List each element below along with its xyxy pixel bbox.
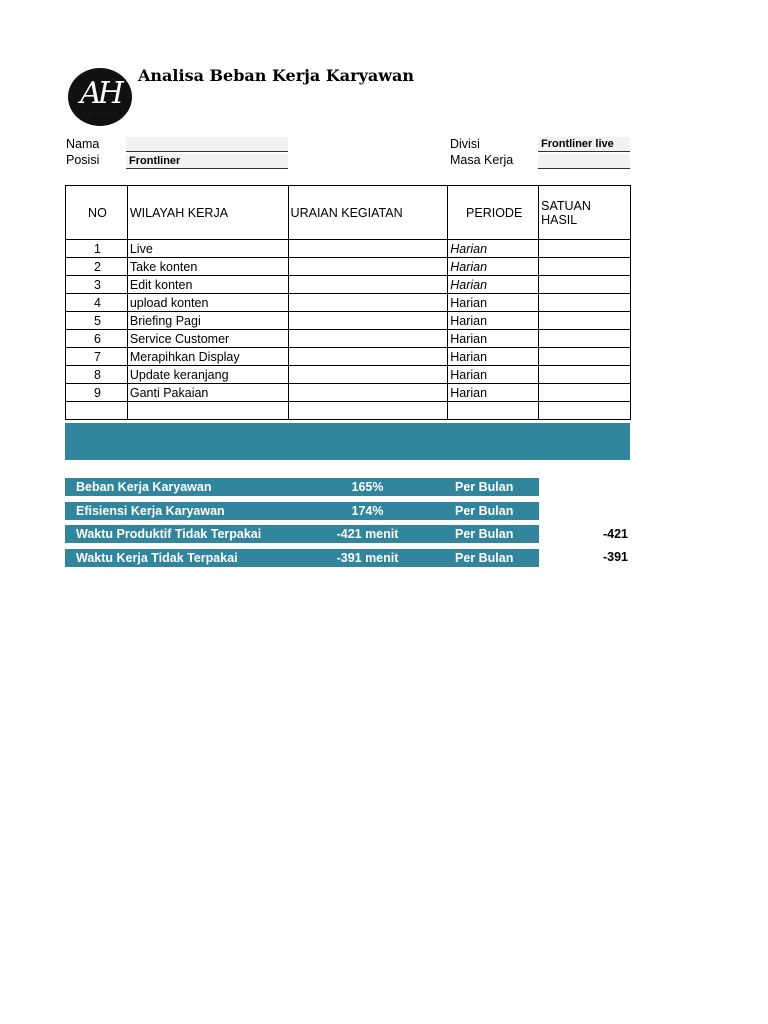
- header-wilayah-kerja: WILAYAH KERJA: [127, 186, 288, 240]
- cell-no: 9: [66, 384, 128, 402]
- summary-side-value: -391: [602, 550, 628, 564]
- nama-label: Nama: [66, 137, 100, 151]
- cell-no: 6: [66, 330, 128, 348]
- logo-monogram: AH: [80, 75, 120, 111]
- summary-value: 174%: [351, 504, 384, 518]
- cell-no: 2: [66, 258, 128, 276]
- cell-no: 4: [66, 294, 128, 312]
- cell-periode[interactable]: Harian: [448, 258, 539, 276]
- summary-label: Efisiensi Kerja Karyawan: [76, 504, 225, 518]
- cell-satuan[interactable]: [539, 330, 631, 348]
- cell-wilayah[interactable]: Edit konten: [127, 276, 288, 294]
- summary-row-waktu-produktif: [65, 525, 539, 543]
- cell-wilayah[interactable]: Service Customer: [127, 330, 288, 348]
- cell-wilayah[interactable]: upload konten: [127, 294, 288, 312]
- cell-no: 1: [66, 240, 128, 258]
- cell-periode[interactable]: Harian: [448, 240, 539, 258]
- cell-satuan[interactable]: [539, 402, 631, 420]
- cell-wilayah[interactable]: [127, 402, 288, 420]
- table-row: [66, 366, 631, 384]
- cell-uraian[interactable]: [288, 258, 448, 276]
- cell-satuan[interactable]: [539, 384, 631, 402]
- cell-satuan[interactable]: [539, 276, 631, 294]
- cell-no: 8: [66, 366, 128, 384]
- cell-periode[interactable]: Harian: [448, 330, 539, 348]
- masa-kerja-label: Masa Kerja: [450, 153, 514, 167]
- cell-uraian[interactable]: [288, 240, 448, 258]
- cell-satuan[interactable]: [539, 348, 631, 366]
- table-row: [66, 312, 631, 330]
- summary-row-beban-kerja: [65, 478, 539, 496]
- cell-uraian[interactable]: [288, 402, 448, 420]
- cell-uraian[interactable]: [288, 312, 448, 330]
- summary-period: Per Bulan: [455, 504, 514, 518]
- cell-wilayah[interactable]: Update keranjang: [127, 366, 288, 384]
- header-periode: PERIODE: [448, 186, 539, 240]
- summary-period: Per Bulan: [455, 527, 514, 541]
- summary-period: Per Bulan: [455, 480, 514, 494]
- summary-value: -421 menit: [336, 527, 399, 541]
- summary-value: 165%: [351, 480, 384, 494]
- cell-uraian[interactable]: [288, 384, 448, 402]
- cell-uraian[interactable]: [288, 294, 448, 312]
- summary-row-efisiensi: [65, 502, 539, 520]
- workload-table: [65, 185, 631, 420]
- divisi-label: Divisi: [450, 137, 480, 151]
- cell-no: 3: [66, 276, 128, 294]
- header-satuan-hasil: SATUAN HASIL: [539, 186, 631, 240]
- table-row: [66, 294, 631, 312]
- table-row: [66, 240, 631, 258]
- cell-satuan[interactable]: [539, 312, 631, 330]
- cell-no: [66, 402, 128, 420]
- cell-no: 5: [66, 312, 128, 330]
- cell-wilayah[interactable]: Take konten: [127, 258, 288, 276]
- nama-field[interactable]: [126, 137, 288, 152]
- cell-periode[interactable]: Harian: [448, 276, 539, 294]
- divisi-field[interactable]: Frontliner live: [538, 137, 630, 152]
- cell-no: 7: [66, 348, 128, 366]
- cell-periode[interactable]: Harian: [448, 312, 539, 330]
- cell-wilayah[interactable]: Live: [127, 240, 288, 258]
- cell-wilayah[interactable]: Merapihkan Display: [127, 348, 288, 366]
- cell-uraian[interactable]: [288, 330, 448, 348]
- header-no: NO: [66, 186, 128, 240]
- summary-row-waktu-kerja: [65, 549, 539, 567]
- summary-label: Waktu Kerja Tidak Terpakai: [76, 551, 238, 565]
- table-footer-band: [65, 423, 630, 460]
- cell-periode[interactable]: Harian: [448, 348, 539, 366]
- table-row: [66, 402, 631, 420]
- table-header-row: [66, 186, 631, 240]
- cell-uraian[interactable]: [288, 276, 448, 294]
- table-row: [66, 348, 631, 366]
- header-uraian-kegiatan: URAIAN KEGIATAN: [288, 186, 448, 240]
- cell-wilayah[interactable]: Briefing Pagi: [127, 312, 288, 330]
- table-row: [66, 384, 631, 402]
- posisi-field[interactable]: Frontliner: [126, 154, 288, 169]
- cell-satuan[interactable]: [539, 294, 631, 312]
- logo-tagline-mark: · · · · · · · ·: [83, 110, 117, 116]
- summary-value: -391 menit: [336, 551, 399, 565]
- cell-satuan[interactable]: [539, 258, 631, 276]
- company-logo: [68, 68, 132, 126]
- table-row: [66, 276, 631, 294]
- posisi-label: Posisi: [66, 153, 100, 167]
- summary-label: Waktu Produktif Tidak Terpakai: [76, 527, 262, 541]
- summary-side-value: -421: [602, 527, 628, 541]
- cell-periode[interactable]: Harian: [448, 384, 539, 402]
- table-row: [66, 330, 631, 348]
- cell-wilayah[interactable]: Ganti Pakaian: [127, 384, 288, 402]
- cell-satuan[interactable]: [539, 366, 631, 384]
- summary-label: Beban Kerja Karyawan: [76, 480, 212, 494]
- cell-satuan[interactable]: [539, 240, 631, 258]
- cell-periode[interactable]: Harian: [448, 366, 539, 384]
- summary-period: Per Bulan: [455, 551, 514, 565]
- cell-periode[interactable]: [448, 402, 539, 420]
- cell-periode[interactable]: Harian: [448, 294, 539, 312]
- document-title: Analisa Beban Kerja Karyawan: [138, 66, 415, 85]
- cell-uraian[interactable]: [288, 348, 448, 366]
- table-row: [66, 258, 631, 276]
- masa-kerja-field[interactable]: [538, 154, 630, 169]
- cell-uraian[interactable]: [288, 366, 448, 384]
